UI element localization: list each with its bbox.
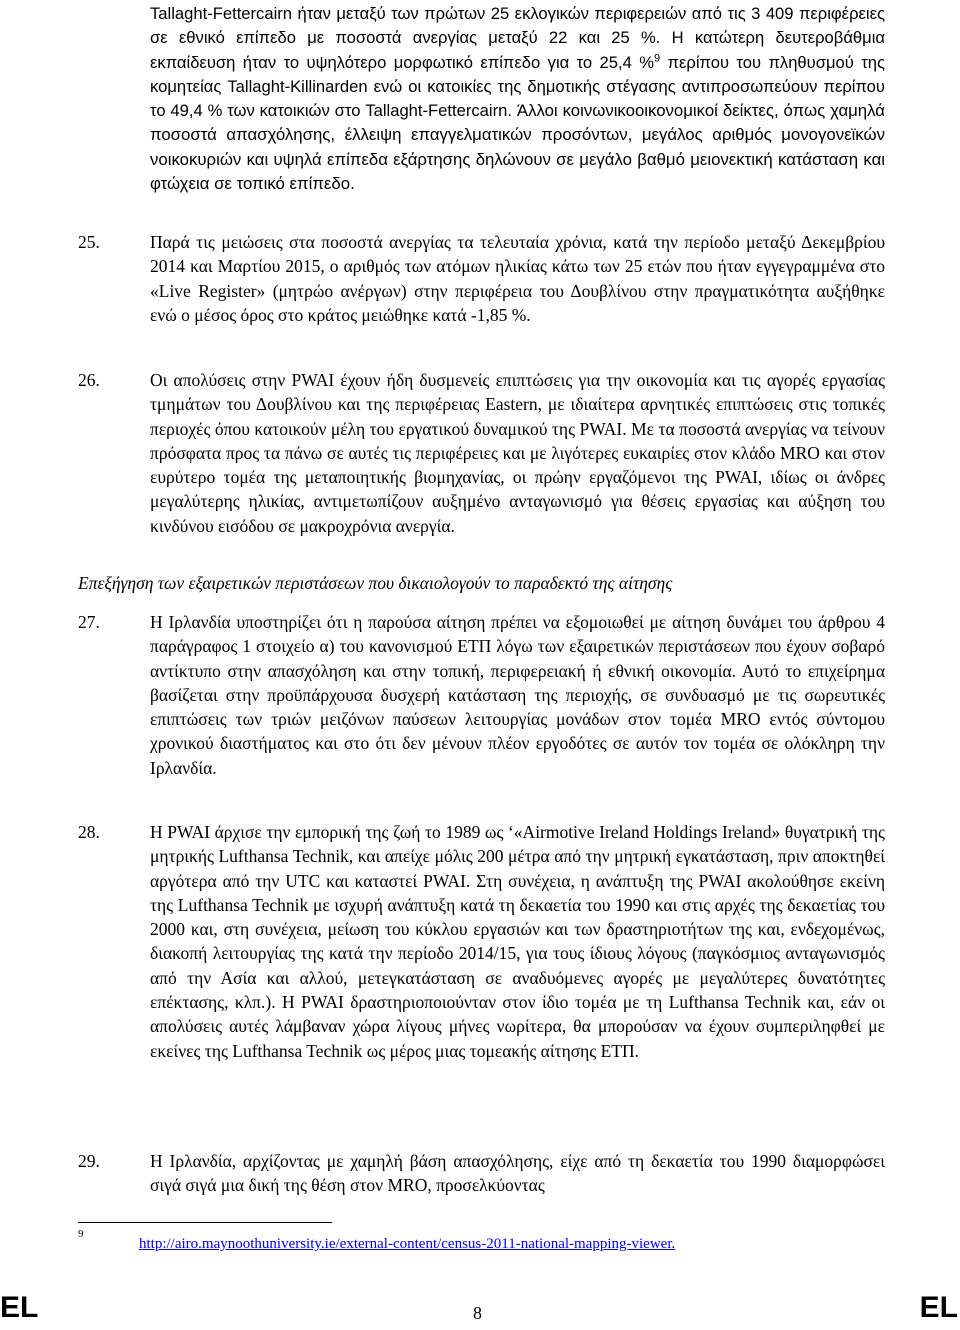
footnote-separator [78,1222,332,1223]
paragraph-29 [78,1149,885,1198]
lead-text-1: Tallaght-Fettercairn ήταν μεταξύ των πρώτων 25 εκλογικών περιφερειών από τις 3 409 περιφέρειες σε εθνικό επίπεδο με ποσοστά ανεργίας μεταξύ 22 και 25 %. Η κατώτερη δευτεροβάθμια εκπαίδευση ήταν το υψηλότερο μορφωτικό επίπεδο για το 25,4 % [150,4,885,72]
section-heading: Επεξήγηση των εξαιρετικών περιστάσεων που δικαιολογούν το παραδεκτό της αίτησης [78,573,673,593]
paragraph-text: Παρά τις μειώσεις στα ποσοστά ανεργίας τα τελευταία χρόνια, κατά την περίοδο μεταξύ Δεκεμβρίου 2014 και Μαρτίου 2015, ο αριθμός των ατόμων ηλικίας κάτω των 25 ετών που ήταν εγγεγραμμένα στο «Live Register» (μητρώο ανέργων) στην περιφέρεια του Δουβλίνου στην πραγματικότητα αυξήθηκε ενώ ο μέσος όρος στο κράτος μειώθηκε κατά -1,85 %. [150,232,885,325]
paragraph-number: 28. [78,822,100,842]
paragraph-text: Η Ιρλανδία, αρχίζοντας με χαμηλή βάση απασχόλησης, είχε από τη δεκαετία του 1990 διαμορφώσει σιγά σιγά μια δική της θέση στον MRO, προσελκύοντας [150,1151,885,1196]
footnote-link[interactable] [139,1236,675,1253]
lead-text-3: Άλλοι κοινωνικοοικονομικοί δείκτες, όπως χαμηλά ποσοστά απασχόλησης, έλλειψη επαγγελματικών προσόντων, μεγάλος αριθμός μονογονεϊκών νοικοκυριών και υψηλά επίπεδα εξάρτησης δηλώνουν σε μεγάλο βαθμό μειονεκτική κατάσταση και φτώχεια σε τοπικό επίπεδο. [150,101,885,194]
paragraph-28 [78,820,885,1063]
language-code-left: EL [0,1291,39,1324]
footnote-number: 9 [78,1228,84,1240]
paragraph-text: Η Ιρλανδία υποστηρίζει ότι η παρούσα αίτηση πρέπει να εξομοιωθεί με αίτηση δυνάμει του άρθρου 4 παράγραφος 1 στοιχείο α) του κανονισμού ΕΤΠ λόγω των εξαιρετικών περιστάσεων που έχουν σοβαρό αντίκτυπο στην απασχόληση και στην τοπική, περιφερειακή ή εθνική οικονομία. Αυτό το επιχείρημα βασίζεται στην προϋπάρχουσα δυσχερή κατάσταση της περιοχής, σε συνδυασμό με τις σωρευτικές επιπτώσεις των τριών μειζόνων παύσεων λειτουργίας μονάδων στον τομέα MRO εντός σύντομου χρονικού διαστήματος και στο ότι δεν μένουν πλέον εργοδότες σε αυτόν τον τομέα σε ολόκληρη την Ιρλανδία. [150,612,885,778]
lead-text-2: περίπου του πληθυσμού της κομητείας Tallaght-Killinarden ενώ οι κατοικίες της δημοτικής στέγασης αντιπροσωπεύουν περίπου το 49,4 % των κατοικιών στο Tallaght-Fettercairn. [150,52,886,121]
paragraph-26 [78,368,885,538]
paragraph-number: 27. [78,612,100,632]
paragraph-number: 29. [78,1151,100,1171]
footnote-link-text[interactable]: http://airo.maynoothuniversity.ie/external-content/census-2011-national-mapping-viewer [139,1236,672,1252]
paragraph-25 [78,230,885,327]
paragraph-text: Η PWAI άρχισε την εμπορική της ζωή το 1989 ως ‘«Airmotive Ireland Holdings Ireland» θυγατρική της μητρικής Lufthansa Technik, και απείχε μόλις 200 μέτρα από την μητρική εγκατάσταση, πριν αποκτηθεί αργότερα από την UTC και καταστεί PWAI. Στη συνέχεια, η ανάπτυξη της PWAI ακολούθησε εκείνη της Lufthansa Technik με ισχυρή ανάπτυξη κατά τη δεκαετία του 1990 και στις αρχές της δεκαετίας του 2000 και, στη συνέχεια, μείωση του κύκλου εργασιών και των δραστηριοτήτων της και, ενδεχομένως, διακοπή λειτουργίας της κατά την περίοδο 2014/15, για τους ίδιους λόγους (παγκόσμιος ανταγωνισμός από την Ασία και αλλού, μετεγκατάσταση σε αναδυόμενες αγορές με μεγαλύτερες δυνατότητες επέκτασης, κλπ.). Η PWAI δραστηριοποιούνταν στον ίδιο τομέα με τη Lufthansa Technik και, εάν οι απολύσεις αυτές λάμβαναν χώρα λίγους μήνες νωρίτερα, θα μπορούσαν να έχουν συμπεριληφθεί με εκείνες της Lufthansa Technik ως μέρος μιας τομεακής αίτησης ΕΤΠ. [150,822,885,1061]
continuation-paragraph [150,2,885,196]
paragraph-27 [78,610,885,780]
page-number: 8 [473,1303,482,1323]
paragraph-number: 26. [78,370,100,390]
footnote-reference[interactable]: 9 [654,52,661,65]
footnote-period: . [671,1236,676,1252]
paragraph-text: Οι απολύσεις στην PWAI έχουν ήδη δυσμενείς επιπτώσεις για την οικονομία και τις αγορές εργασίας τμημάτων του Δουβλίνου και της περιφέρειας Eastern, με ιδιαίτερα αρνητικές επιπτώσεις στις τοπικές περιοχές όπου κατοικούν μέλη του εργατικού δυναμικού της PWAI. Με τα ποσοστά ανεργίας να τείνουν πρόσφατα προς τα πάνω σε αυτές τις περιφέρειες και με λιγότερες ευκαιρίες στον κλάδο MRO και στον ευρύτερο τομέα της μεταποιητικής βιομηχανίας, οι πρώην εργαζόμενοι της PWAI, ιδίως οι άνδρες μεγαλύτερης ηλικίας, αντιμετωπίζουν αυξημένο ανταγωνισμό για θέσεις εργασίας και αύξηση του κινδύνου εισόδου σε μακροχρόνια ανεργία. [150,370,885,536]
language-code-right: EL [919,1291,958,1324]
paragraph-number: 25. [78,232,100,252]
